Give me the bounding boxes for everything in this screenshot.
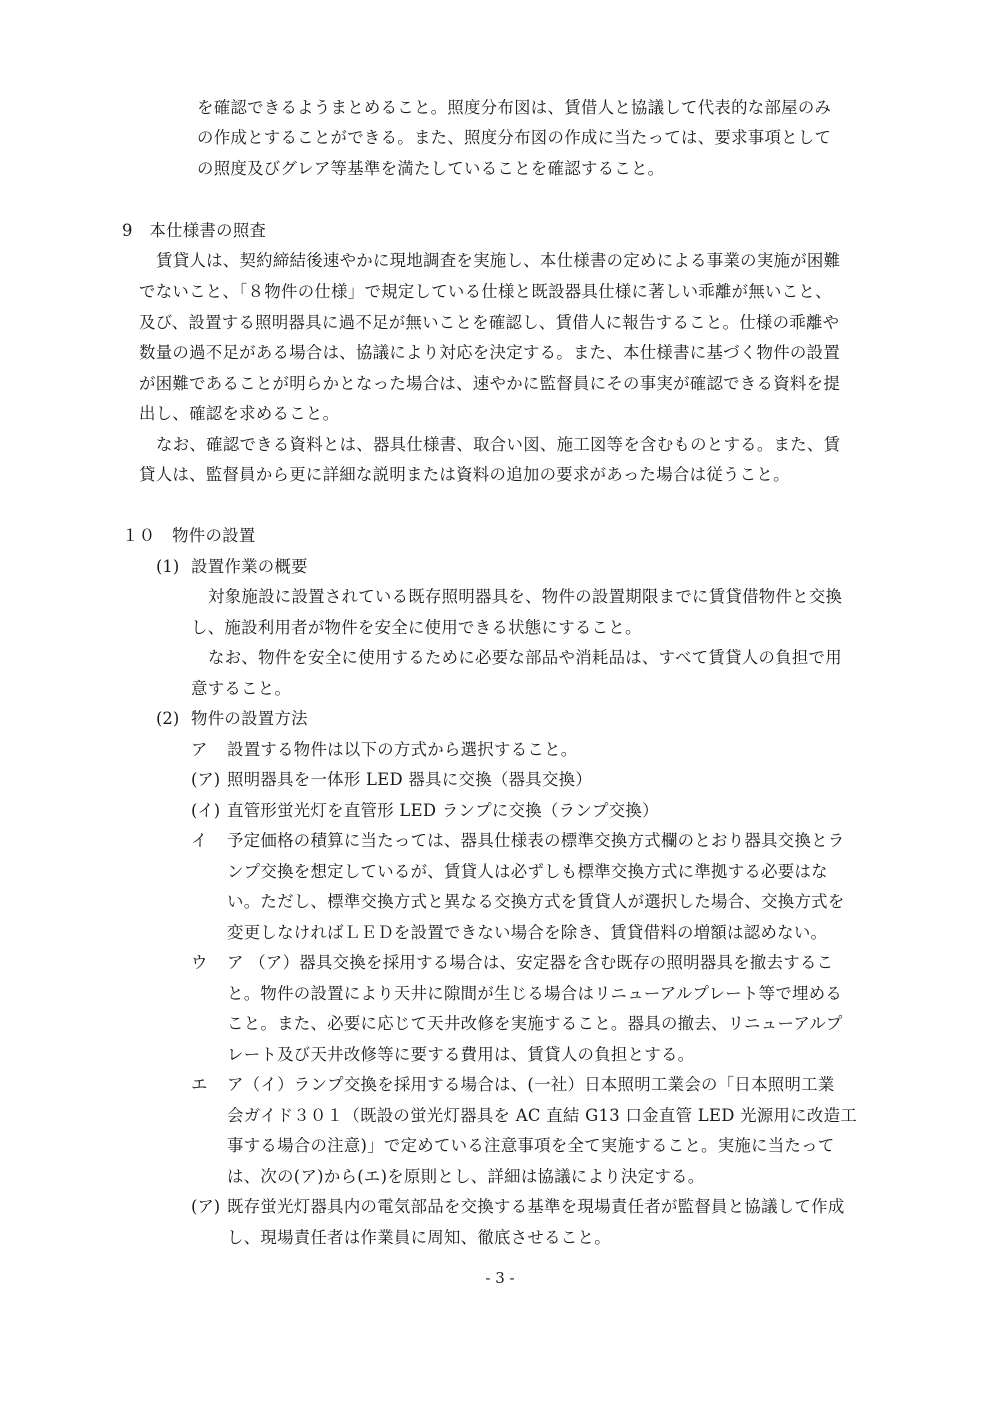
paragraph-line: 対象施設に設置されている既存照明器具を、物件の設置期限までに賃貸借物件と交換 — [208, 587, 843, 606]
list-item-text: ンプ交換を想定しているが、賃貸人は必ずしも標準交換方式に準拠する必要はな — [227, 862, 828, 881]
paragraph-line: 出し、確認を求めること。 — [139, 404, 340, 423]
paragraph-line: を確認できるようまとめること。照度分布図は、賃借人と協議して代表的な部屋のみ — [197, 98, 832, 117]
item-mark: (イ) — [191, 801, 221, 820]
subsection-title: 物件の設置方法 — [191, 709, 308, 728]
list-item-text: い。ただし、標準交換方式と異なる交換方式を賃貸人が選択した場合、交換方式を — [227, 892, 845, 911]
list-item-text: こと。また、必要に応じて天井改修を実施すること。器具の撤去、リニューアルプ — [227, 1014, 843, 1033]
item-mark: ウ — [191, 953, 208, 972]
paragraph-line: なお、確認できる資料とは、器具仕様書、取合い図、施工図等を含むものとする。また、賃 — [156, 435, 841, 454]
subsection-number: (1) — [156, 557, 180, 576]
paragraph-line: なお、物件を安全に使用するために必要な部品や消耗品は、すべて賃貸人の負担で用 — [208, 648, 842, 667]
paragraph-line: 及び、設置する照明器具に過不足が無いことを確認し、賃借人に報告すること。仕様の乖離や — [139, 313, 840, 332]
item-mark: (ア) — [191, 770, 221, 789]
paragraph-line: 貸人は、監督員から更に詳細な説明または資料の追加の要求があった場合は従うこと。 — [139, 465, 790, 484]
list-item-text: 変更しなければＬＥＤを設置できない場合を除き、賃貸借料の増額は認めない。 — [227, 923, 828, 942]
list-item-text: ア（イ）ランプ交換を採用する場合は、(一社）日本照明工業会の「日本照明工業 — [227, 1075, 835, 1094]
subsection-title: 設置作業の概要 — [191, 557, 308, 576]
list-item-text: ア （ア）器具交換を採用する場合は、安定器を含む既存の照明器具を撤去するこ — [227, 953, 834, 972]
item-mark: イ — [191, 831, 208, 850]
list-item-text: 既存蛍光灯器具内の電気部品を交換する基準を現場責任者が監督員と協議して作成 — [227, 1197, 845, 1216]
subsection-number: (2) — [156, 709, 180, 728]
list-item-text: 会ガイド３０１（既設の蛍光灯器具を AC 直結 G13 口金直管 LED 光源用に改造工 — [227, 1106, 858, 1125]
paragraph-line: 賃貸人は、契約締結後速やかに現地調査を実施し、本仕様書の定めによる事業の実施が困難 — [156, 251, 841, 270]
paragraph-line: し、施設利用者が物件を安全に使用できる状態にすること。 — [191, 618, 642, 637]
section-heading-9: 9 本仕様書の照査 — [122, 221, 267, 240]
paragraph-line: 意すること。 — [191, 679, 292, 698]
list-item-text: 事する場合の注意)」で定めている注意事項を全て実施すること。実施に当たって — [227, 1136, 835, 1155]
list-item-text: 照明器具を一体形 LED 器具に交換（器具交換） — [227, 770, 593, 789]
list-item-text: と。物件の設置により天井に隙間が生じる場合はリニューアルプレート等で埋める — [227, 984, 843, 1003]
list-item-text: レート及び天井改修等に要する費用は、賃貸人の負担とする。 — [227, 1045, 695, 1064]
list-item-text: 予定価格の積算に当たっては、器具仕様表の標準交換方式欄のとおり器具交換とラ — [227, 831, 845, 850]
list-item-text: し、現場責任者は作業員に周知、徹底させること。 — [227, 1228, 611, 1247]
page-number: - 3 - — [485, 1269, 515, 1287]
paragraph-line: の作成とすることができる。また、照度分布図の作成に当たっては、要求事項として — [197, 128, 832, 147]
paragraph-line: の照度及びグレア等基準を満たしていることを確認すること。 — [197, 159, 665, 178]
item-mark: エ — [191, 1075, 208, 1094]
paragraph-line: が困難であることが明らかとなった場合は、速やかに監督員にその事実が確認できる資料を提 — [139, 374, 841, 393]
list-item-text: 直管形蛍光灯を直管形 LED ランプに交換（ランプ交換） — [227, 801, 659, 820]
paragraph-line: でないこと、「８物件の仕様」で規定している仕様と既設器具仕様に著しい乖離が無いこと、 — [139, 282, 832, 301]
list-item-text: 設置する物件は以下の方式から選択すること。 — [227, 740, 578, 759]
item-mark: ア — [191, 740, 208, 759]
section-heading-10: １０ 物件の設置 — [122, 526, 256, 545]
list-item-text: は、次の(ア)から(エ)を原則とし、詳細は協議により決定する。 — [227, 1167, 705, 1186]
paragraph-line: 数量の過不足がある場合は、協議により対応を決定する。また、本仕様書に基づく物件の設置 — [139, 343, 841, 362]
item-mark: (ア) — [191, 1197, 221, 1216]
